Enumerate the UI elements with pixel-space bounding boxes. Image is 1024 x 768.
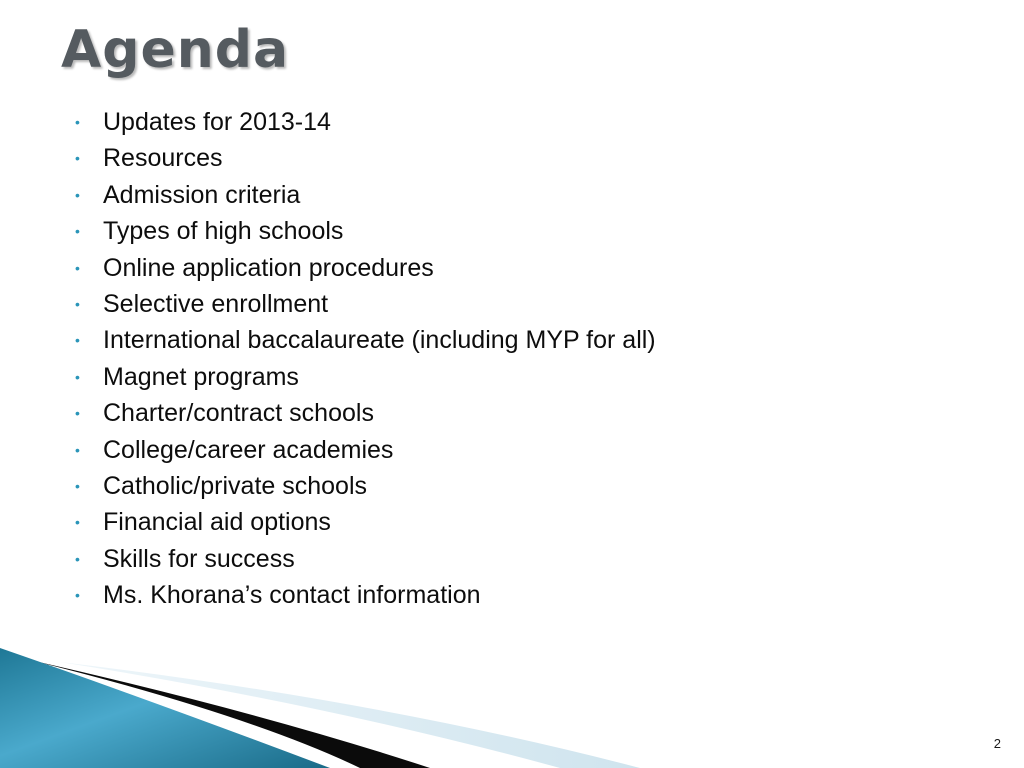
agenda-item [0, 177, 656, 213]
bullet-dot-icon: • [75, 405, 80, 422]
agenda-item [0, 104, 656, 140]
agenda-item-text: Skills for success [103, 544, 295, 573]
agenda-item-text: Catholic/private schools [103, 471, 368, 500]
bullet-dot-icon: • [75, 550, 80, 567]
bullet-dot-icon: • [75, 114, 80, 130]
agenda-item [0, 286, 656, 322]
agenda-item-text: College/career academies [103, 435, 394, 464]
agenda-item-text: Admission criteria [103, 180, 301, 209]
agenda-item-text: International baccalaureate (including MYP for all) [103, 326, 656, 355]
agenda-item [0, 395, 656, 431]
agenda-item [0, 250, 656, 286]
agenda-item [0, 359, 656, 395]
agenda-item-text: Types of high schools [103, 217, 344, 246]
agenda-item-text: Resources [103, 144, 223, 173]
bullet-dot-icon: • [75, 295, 80, 312]
bullet-dot-icon: • [75, 587, 80, 604]
bullet-dot-icon: • [75, 186, 80, 203]
slide-title: Agenda [61, 20, 290, 80]
agenda-item-text: Selective enrollment [103, 289, 329, 318]
agenda-item-text: Charter/contract schools [103, 399, 374, 428]
bullet-dot-icon: • [75, 368, 80, 385]
bullet-dot-icon: • [75, 441, 80, 458]
agenda-item [0, 432, 656, 468]
agenda-item-text: Magnet programs [103, 362, 299, 391]
agenda-list [0, 104, 656, 613]
agenda-item [0, 577, 656, 613]
agenda-item [0, 468, 656, 504]
bullet-dot-icon: • [75, 477, 80, 494]
agenda-item [0, 213, 656, 249]
agenda-item-text: Ms. Khorana’s contact information [103, 581, 481, 610]
bullet-dot-icon: • [75, 259, 80, 276]
agenda-item-text: Financial aid options [103, 508, 331, 537]
agenda-item [0, 504, 656, 540]
bullet-dot-icon: • [75, 223, 80, 240]
blue-wave [0, 648, 330, 768]
bullet-dot-icon: • [75, 332, 80, 349]
agenda-item [0, 140, 656, 176]
agenda-item [0, 541, 656, 577]
black-stripe [30, 660, 430, 768]
pale-stripe [60, 662, 640, 768]
bullet-dot-icon: • [75, 150, 80, 167]
agenda-item [0, 322, 656, 358]
bullet-dot-icon: • [75, 514, 80, 531]
agenda-item-text: Online application procedures [103, 253, 434, 282]
agenda-item-text: Updates for 2013-14 [103, 108, 331, 136]
slide-number: 2 [993, 736, 1001, 751]
